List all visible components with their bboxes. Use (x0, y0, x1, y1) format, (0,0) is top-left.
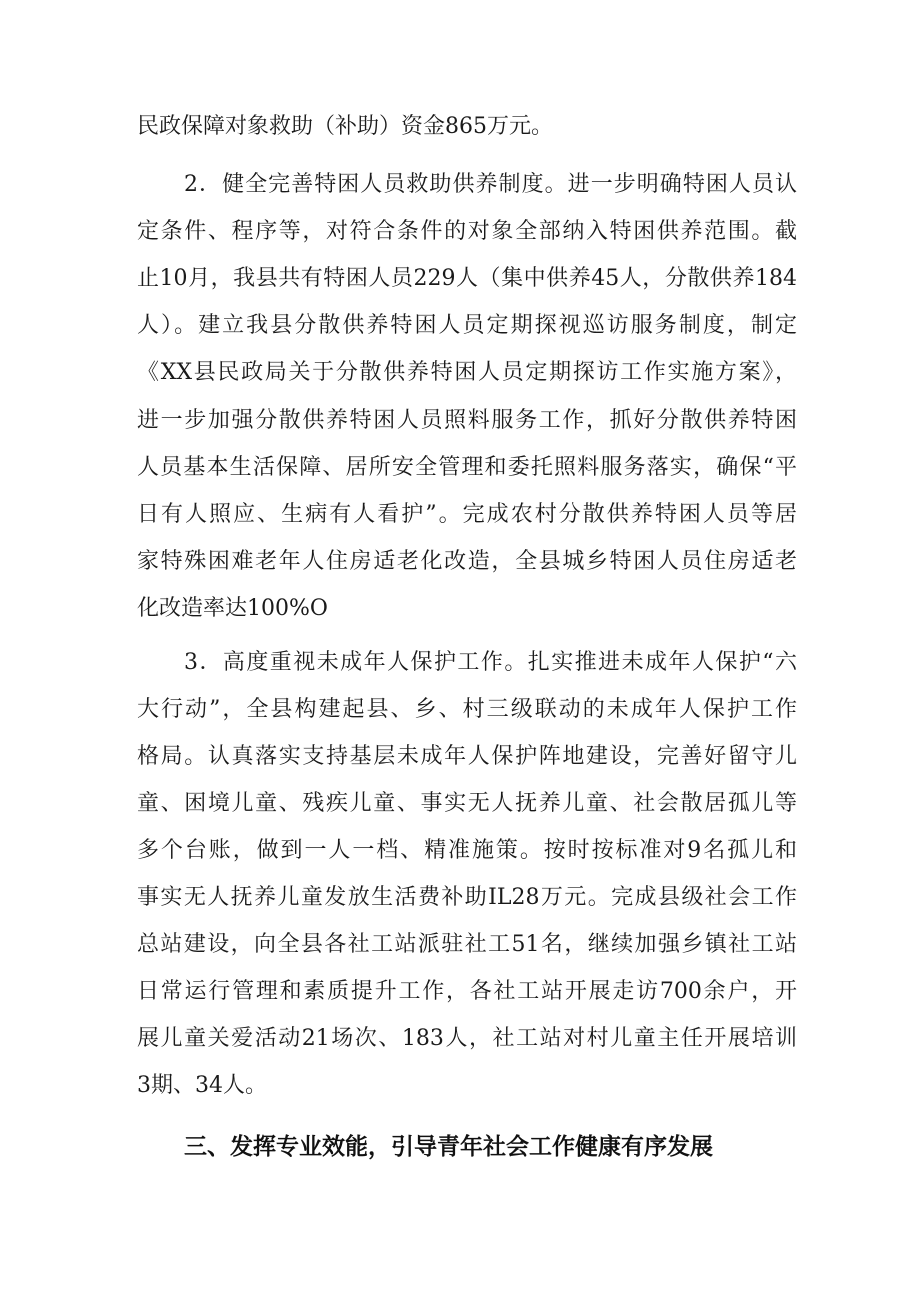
paragraph-line: 格局。认真落实支持基层未成年人保护阵地建设，完善好留守儿 (137, 744, 797, 769)
paragraph-line: 家特殊困难老年人住房适老化改造，全县城乡特困人员住房适老 (137, 549, 797, 574)
paragraph-line: 3．高度重视未成年人保护工作。扎实推进未成年人保护“六 (184, 650, 797, 675)
paragraph-line: 2．健全完善特困人员救助供养制度。进一步明确特困人员认 (184, 172, 797, 197)
paragraph-line: 《XX县民政局关于分散供养特困人员定期探访工作实施方案》， (137, 360, 797, 385)
paragraph-line: 民政保障对象救助（补助）资金865万元。 (137, 114, 553, 139)
paragraph-line: 总站建设，向全县各社工站派驻社工51名，继续加强乡镇社工站 (137, 932, 797, 957)
paragraph-line: 童、困境儿童、残疾儿童、事实无人抚养儿童、社会散居孤儿等 (137, 791, 797, 816)
paragraph-line: 人）。建立我县分散供养特困人员定期探视巡访服务制度，制定 (137, 313, 797, 338)
paragraph-line: 止10月，我县共有特困人员229人（集中供养45人，分散供养184 (137, 266, 797, 291)
paragraph-line: 化改造率达100%O (137, 596, 328, 621)
paragraph-line: 定条件、程序等，对符合条件的对象全部纳入特困供养范围。截 (137, 219, 797, 244)
paragraph-line: 3期、34人。 (137, 1073, 267, 1098)
paragraph-line: 多个台账，做到一人一档、精准施策。按时按标准对9名孤儿和 (137, 838, 797, 863)
paragraph-line: 展儿童关爱活动21场次、183人，社工站对村儿童主任开展培训 (137, 1026, 797, 1051)
section-heading: 三、发挥专业效能，引导青年社会工作健康有序发展 (184, 1134, 713, 1160)
paragraph-line: 事实无人抚养儿童发放生活费补助IL28万元。完成县级社会工作 (137, 885, 797, 910)
paragraph-line: 进一步加强分散供养特困人员照料服务工作，抓好分散供养特困 (137, 408, 797, 433)
paragraph-line: 日常运行管理和素质提升工作，各社工站开展走访700余户，开 (137, 979, 797, 1004)
paragraph-line: 大行动”，全县构建起县、乡、村三级联动的未成年人保护工作 (137, 697, 797, 722)
paragraph-line: 人员基本生活保障、居所安全管理和委托照料服务落实，确保“平 (137, 455, 797, 480)
paragraph-line: 日有人照应、生病有人看护”。完成农村分散供养特困人员等居 (137, 502, 797, 527)
